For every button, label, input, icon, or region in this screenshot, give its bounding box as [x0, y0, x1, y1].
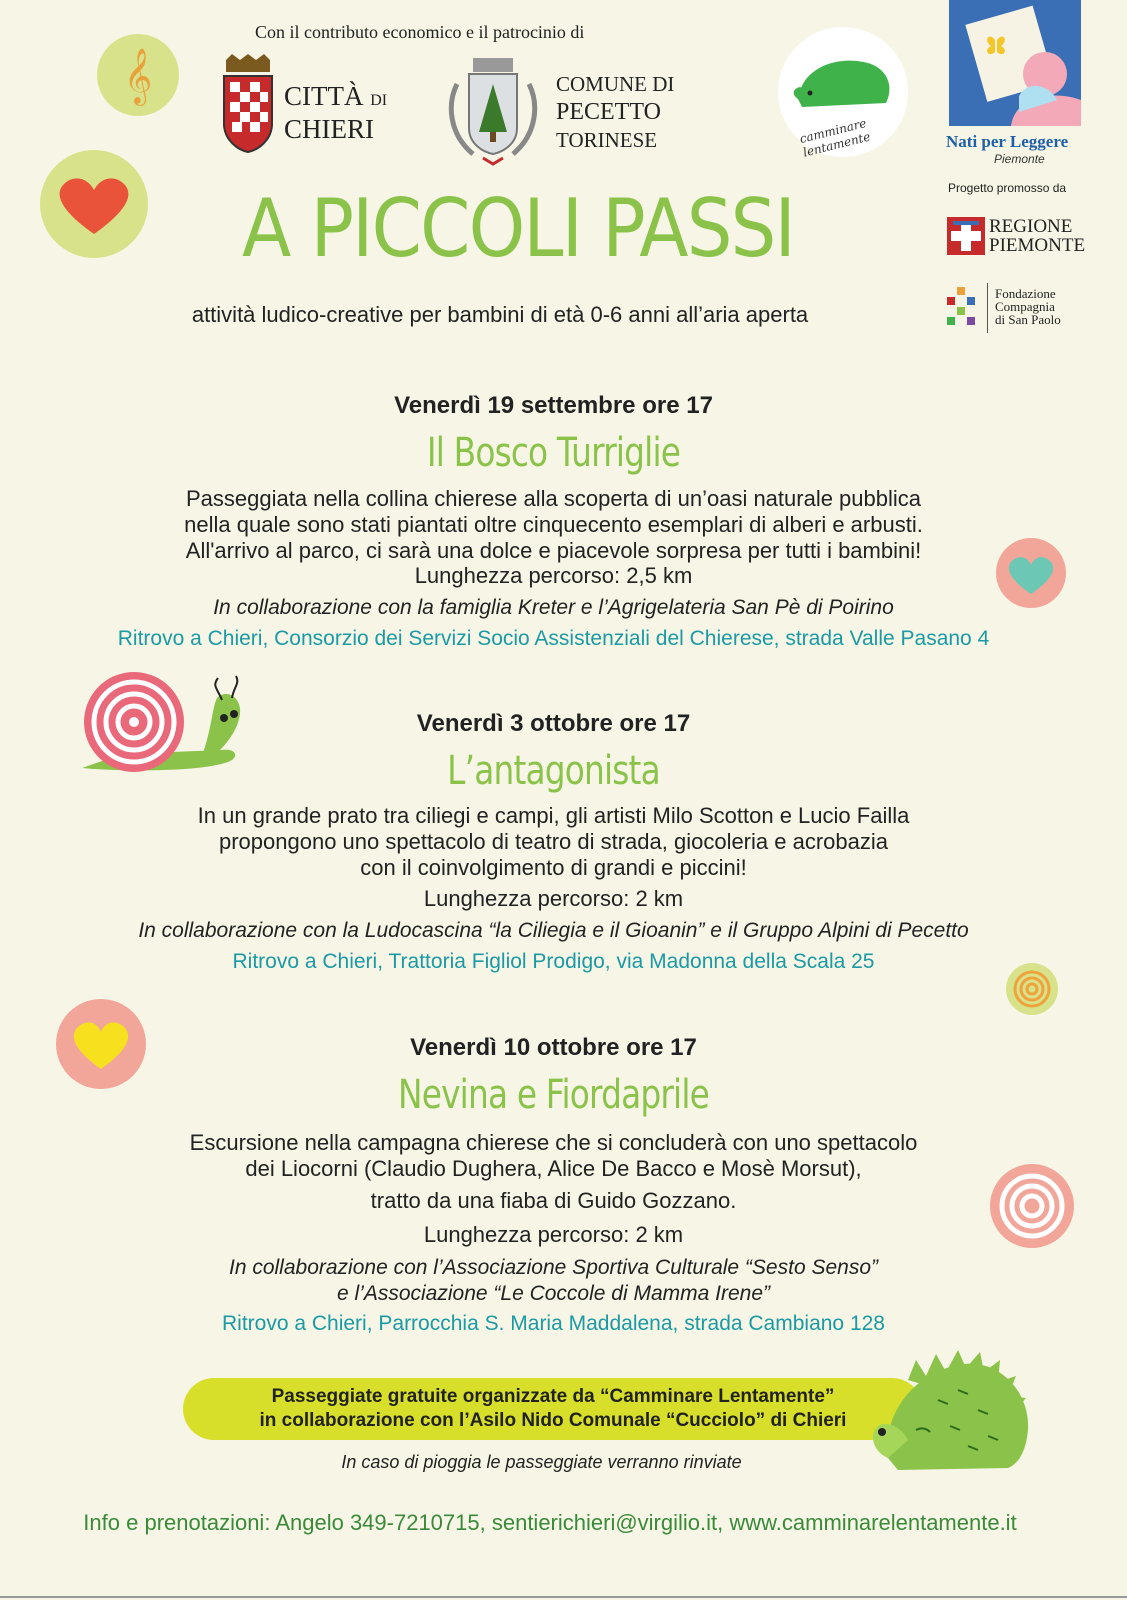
event-3-length: Lunghezza percorso: 2 km: [423, 1222, 684, 1247]
regione-piemonte-logo: [947, 215, 1087, 259]
event-3-date: Venerdì 10 ottobre ore 17: [410, 1034, 697, 1061]
event-2-date: Venerdì 3 ottobre ore 17: [416, 710, 691, 737]
event-3-description: Escursione nella campagna chierese che si concluderà con uno spettacolo dei Liocorni (Claudio Dughera, Alice De Bacco e Mosè Morsut), tratto da una fiaba di Guido Gozzano.: [189, 1130, 918, 1213]
page-title: A PICCOLI PASSI: [242, 182, 794, 275]
npl-region: Piemonte: [994, 152, 1045, 166]
heart-icon: [40, 150, 148, 258]
event-2-title: L’antagonista: [447, 748, 660, 794]
event-1-meeting: Ritrovo a Chieri, Consorzio dei Servizi Socio Assistenziali del Chierese, strada Valle Pasano 4: [117, 627, 990, 650]
bottom-divider: [0, 1596, 1127, 1598]
event-1-date: Venerdì 19 settembre ore 17: [394, 392, 713, 419]
camminare-logo-text: camminare lentamente: [798, 115, 872, 160]
chieri-crest: [218, 54, 278, 154]
event-2-length: Lunghezza percorso: 2 km: [423, 886, 684, 911]
banner-line-1: Passeggiate gratuite organizzate da “Camminare Lentamente”: [271, 1386, 835, 1407]
event-1-title: Il Bosco Turriglie: [426, 430, 681, 476]
npl-name: Nati per Leggere: [946, 132, 1069, 151]
event-2-description: In un grande prato tra ciliegi e campi, gli artisti Milo Scotton e Lucio Failla propongono uno spettacolo di teatro di strada, giocoleria e acrobazia con il coinvolgimento di grandi e piccini!: [197, 803, 910, 880]
fondazione-name: Fondazione Compagnia di San Paolo: [995, 286, 1061, 327]
event-1-collab: In collaborazione con la famiglia Kreter e l’Agrigelateria San Pè di Poirino: [213, 596, 894, 619]
chieri-name: CITTÀ DI CHIERI: [284, 81, 388, 144]
svg-text:𝄞: 𝄞: [123, 48, 153, 104]
regione-name: REGIONE PIEMONTE: [989, 216, 1086, 256]
event-3-title: Nevina e Fiordaprile: [398, 1072, 709, 1118]
event-1-description: Passeggiata nella collina chierese alla scoperta di un’oasi naturale pubblica nella quale sono stati piantati oltre cinquecento esemplari di alberi e arbusti. All'arrivo al parco, ci sarà una dolce e piacevole sorpresa per tutti i bambini!: [184, 486, 923, 563]
page-subtitle: attività ludico-creative per bambini di età 0-6 anni all’aria aperta: [191, 302, 809, 327]
pecetto-name: COMUNE DI PECETTO TORINESE: [556, 72, 675, 152]
promoted-by-text: Progetto promosso da: [948, 181, 1067, 195]
free-walks-banner: [183, 1378, 923, 1440]
event-2-collab: In collaborazione con la Ludocascina “la Ciliegia e il Gioanin” e il Gruppo Alpini di Pecetto: [138, 919, 969, 942]
patron-text: Con il contributo economico e il patrocinio di: [255, 22, 585, 42]
event-3-collab: In collaborazione con l’Associazione Sportiva Culturale “Sesto Senso” e l’Associazione “Le Coccole di Mamma Irene”: [228, 1256, 878, 1305]
treble-clef-circle: [97, 34, 179, 116]
pecetto-crest: [443, 54, 543, 170]
camminare-lentamente-logo: [778, 27, 908, 160]
event-1-length: Lunghezza percorso: 2,5 km: [414, 563, 693, 588]
nati-per-leggere-logo: [949, 0, 1081, 126]
treble-clef-icon: [97, 34, 179, 116]
event-3-meeting: Ritrovo a Chieri, Parrocchia S. Maria Maddalena, strada Cambiano 128: [222, 1312, 885, 1335]
regione-flag-icon: [947, 217, 985, 255]
heart-circle-red: [40, 150, 148, 258]
info-contacts: Info e prenotazioni: Angelo 349-7210715, sentierichieri@virgilio.it, www.camminarelentamente.it: [83, 1510, 1017, 1535]
event-2-meeting: Ritrovo a Chieri, Trattoria Figliol Prodigo, via Madonna della Scala 25: [232, 950, 875, 973]
banner-line-2: in collaborazione con l’Asilo Nido Comunale “Cucciolo” di Chieri: [259, 1410, 847, 1431]
rain-note: In caso di pioggia le passeggiate verranno rinviate: [341, 1452, 742, 1472]
